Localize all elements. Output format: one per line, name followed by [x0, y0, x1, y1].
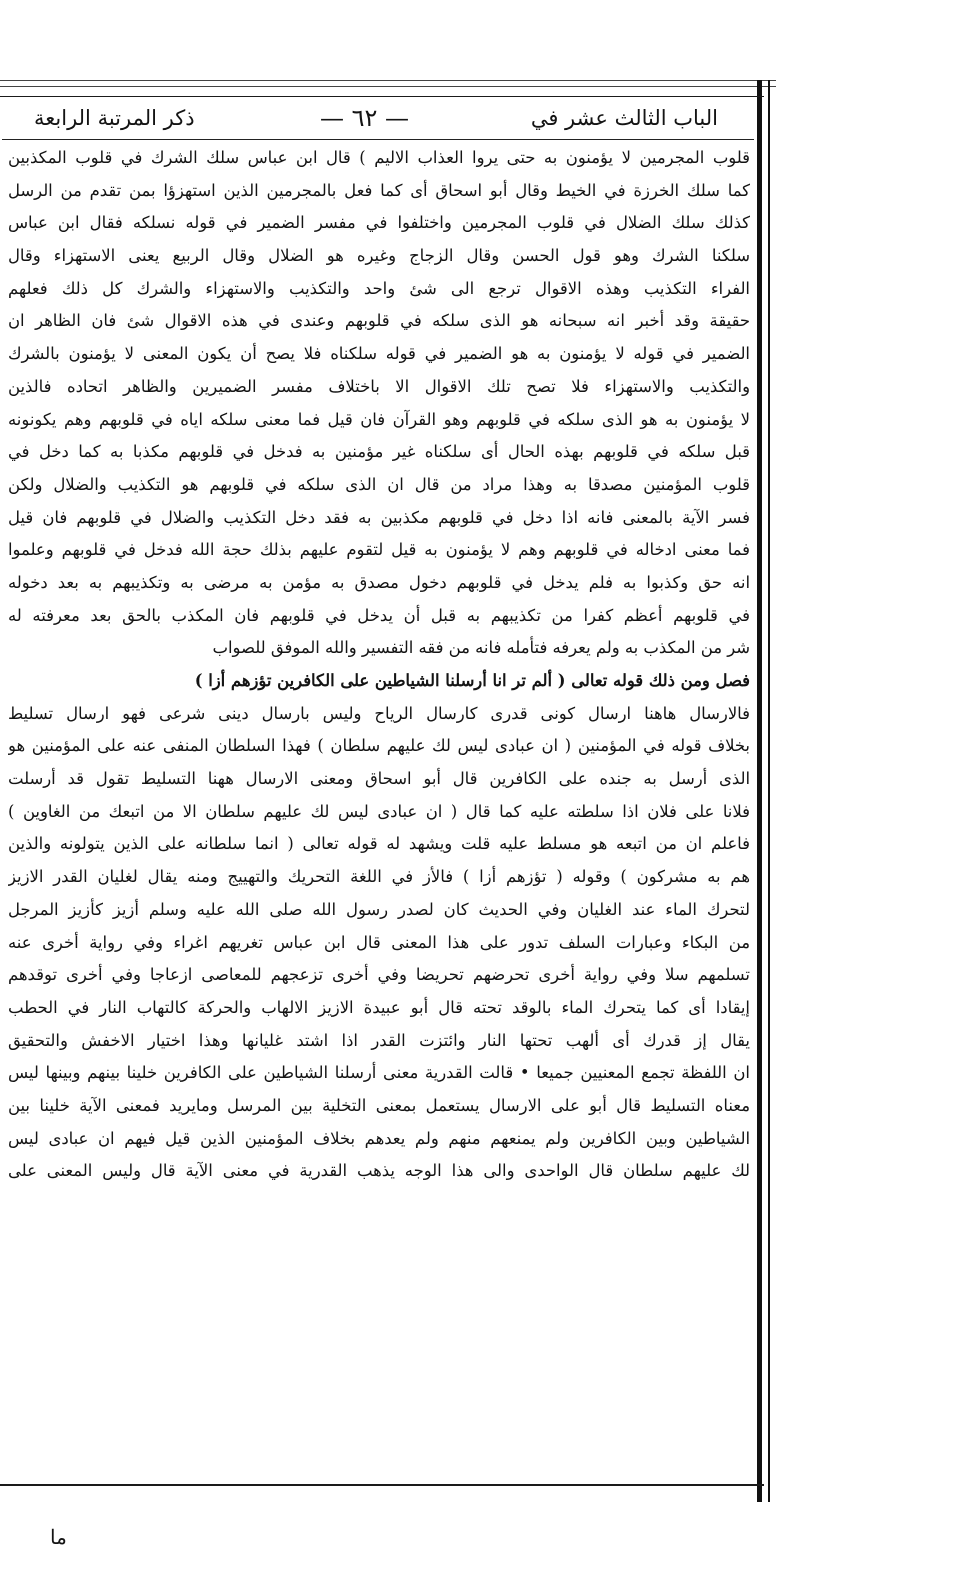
- footer-signature: ما: [50, 1525, 67, 1549]
- text-line: والتكذيب والاستهزاء فلا تصح تلك الاقوال الا باختلاف مفسر الضميرين والظاهر اتحاده فالذين: [8, 376, 750, 396]
- text-line: كما سلك الخرزة في الخيط وقال أبو اسحاق أى كما فعل بالمجرمين الذين استهزؤا بمن تقدم من الرسل: [8, 180, 750, 200]
- text-line: قلوب المؤمنين مصدقا به وهذا مراد من قال ان الذى سلكه في قلوبهم هو التكذيب والضلال ولكن: [8, 474, 750, 494]
- text-line: يقال إز قدرك أى ألهب تحتها النار وائتزت القدر اذا اشتد غليانها وهذا اختيار الاخفش والتحقيق: [8, 1030, 750, 1050]
- text-line: في قلوبهم أعظم كفرا من تكذيبهم به قبل أن يدخل في قلوبهم فان المكذب بالحق بعد معرفته له: [8, 605, 750, 625]
- text-line: فسر الآية بالمعنى فانه اذا دخل في قلوبهم مكذبين به فقد دخل التكذيب والضلال في قلوبهم فان قيل: [8, 507, 750, 527]
- top-rule: [0, 80, 776, 81]
- text-line: الشياطين وبين الكافرين ولم يمنعهم منهم ولم يعدهم بخلاف المؤمنين الذين قيل فيهم ان عبادى ليس: [8, 1128, 750, 1148]
- text-line: لك عليهم سلطان قال الواحدى والى هذا الوجه يذهب القدرية في معنى الآية قال وليس المعنى على: [8, 1161, 750, 1181]
- page-number: — ٦٢ —: [320, 104, 410, 132]
- text-line: ان اللفظة تجمع المعنيين جميعا • قالت القدرية معنى أرسلنا الشياطين على الكافرين خلينا بينهم وبينها ليس: [8, 1063, 750, 1083]
- text-line: فما معنى ادخاله في قلوبهم وهم لا يؤمنون به قيل لتقوم عليهم بذلك حجة الله فدخل في قلوبهم وعلموا: [8, 540, 750, 560]
- text-line: قبل سلكه في قلوبهم بهذه الحال أى سلكناه غير مؤمنين به فدخل في قلوبهم مكذبا به كما دخل في: [8, 442, 750, 462]
- chapter-title: الباب الثالث عشر في: [530, 106, 718, 130]
- section-title: ذكر المرتبة الرابعة: [34, 106, 195, 130]
- text-line: كذلك سلك الضلال في قلوب المجرمين واختلفوا في مفسر الضمير في قوله نسلكه فقال ابن عباس: [8, 213, 750, 233]
- section-heading-line: فصل ومن ذلك قوله تعالى ( ألم تر انا أرسلنا الشياطين على الكافرين تؤزهم أزا ): [194, 671, 750, 690]
- text-line: سلكنا الشرك وهو قول الحسن وقال الزجاج وغيره هو الضلال وقال الربيع يعنى الاستهزاء وقال: [8, 246, 750, 266]
- text-line: الضمير في قوله لا يؤمنون به هو الضمير في قوله سلكناه فلا يصح أن يكون المعنى لا يؤمنون بالشرك: [8, 344, 750, 364]
- frame-rule-thin: [768, 80, 770, 1502]
- text-line: انه حق وكذبوا به فلم يدخل في قلوبهم دخول مصدق به مؤمن به مرضى به وتكذيبهم به بعد دخوله: [8, 572, 750, 592]
- text-line: حقيقة وقد أخبر انه سبحانه هو الذى سلكه في قلوبهم وعندى في هذه الاقوال شئ فان الظاهر ان: [8, 311, 750, 331]
- text-line: فاعلم ان من اتبعه هو مسلط عليه قلت ويشهد له قوله تعالى ( انما سلطانه على الذين يتولونه والذين: [8, 834, 750, 854]
- text-line: لتحرك الماء عند الغليان وفي الحديث كان لصدر رسول الله صلى الله عليه وسلم أزيز كأزيز المرجل: [8, 899, 750, 919]
- body-text: [8, 142, 750, 1188]
- header-separator: [2, 139, 754, 140]
- text-line: شر من المكذب به ولم يعرفه فتأمله فانه من فقه التفسير والله الموفق للصواب: [212, 638, 750, 658]
- text-line: تسلمهم سلا وفي رواية أخرى تحرضهم تحريضا وفي أخرى تزعجهم للمعاصى ازعاجا وفي أخرى توقدهم: [8, 965, 750, 985]
- text-line: إيقادا أى كما يتحرك الماء بالوقد تحته قال أبو عبيدة الازيز الالهاب والحركة كالتهاب النار في الحطب: [8, 997, 750, 1017]
- text-line: فلانا على فلان اذا سلطته عليه كما قال ( ان عبادى ليس لك عليهم سلطان الا من اتبعك من الغاوين ): [8, 801, 750, 821]
- text-line: فالارسال هاهنا ارسال كونى قدرى كارسال الرياح وليس بارسال دينى شرعى فهو ارسال تسليط: [8, 703, 750, 723]
- text-line: بخلاف قوله في المؤمنين ( ان عبادى ليس لك عليهم سلطان ) فهذا السلطان المنفى عنه على المؤمنين هو: [8, 736, 750, 756]
- text-line: لا يؤمنون به هو الذى سلكه في قلوبهم وهو القرآن فان قيل فما معنى سلكه اياه في قلوبهم وهم يكونونه: [8, 409, 750, 429]
- text-line: هم به مشركون ) وقوله ( تؤزهم أزا ) فالأز في اللغة التحريك والتهييج ومنه يقال لغليان القدر الازيز: [8, 867, 750, 887]
- text-line: قلوب المجرمين لا يؤمنون به حتى يروا العذاب الاليم ) قال ابن عباس سلك الشرك في قلوب المكذبين: [8, 148, 750, 167]
- running-header: [0, 100, 756, 138]
- top-rule-2: [0, 86, 776, 87]
- text-line: من البكاء وعبارات السلف تدور على هذا المعنى قال ابن عباس تغريهم اغراء وفي رواية أخرى عنه: [8, 932, 750, 952]
- text-line: الفراء التكذيب وهذه الاقوال ترجع الى شئ واحد والتكذيب والاستهزاء والشرك كل ذلك فعلهم: [8, 278, 750, 298]
- text-line: الذى أرسل به جنده على الكافرين قال أبو اسحاق ومعنى الارسال ههنا التسليط تقول قد أرسلت: [8, 769, 750, 789]
- text-line: معناه التسليط قال أبو على الارسال يستعمل بمعنى التخلية بين المرسل ومايريد فمعنى الآية خلينا بين: [8, 1095, 750, 1115]
